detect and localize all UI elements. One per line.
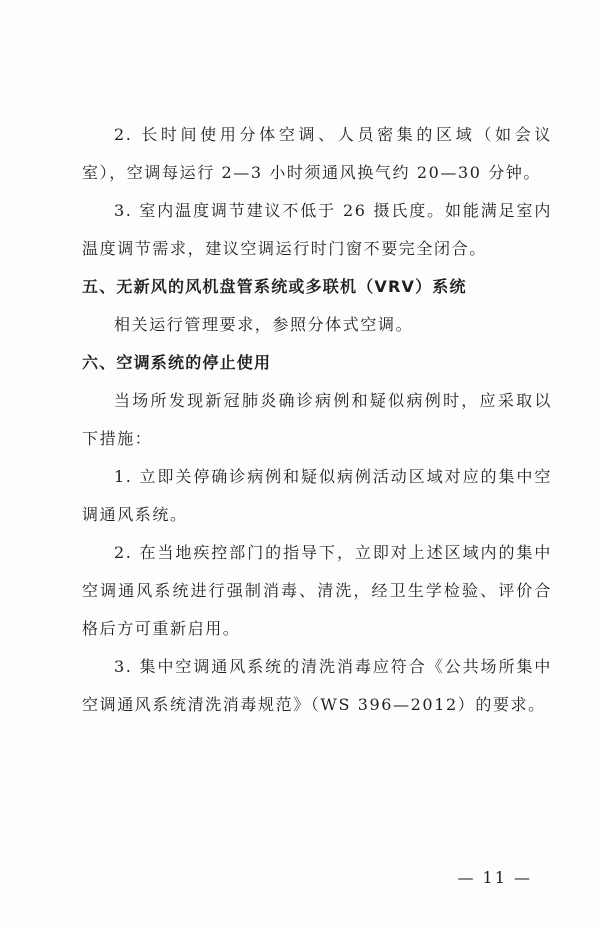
- paragraph-ventilation-interval: 2. 长时间使用分体空调、人员密集的区域（如会议室），空调每运行 2—3 小时须通风换气约 20—30 分钟。: [82, 125, 552, 182]
- paragraph-measure-2: 2. 在当地疾控部门的指导下，立即对上述区域内的集中空调通风系统进行强制消毒、清洗，经卫生学检验、评价合格后方可重新启用。: [82, 543, 552, 638]
- paragraph-case-found-measures: 当场所发现新冠肺炎确诊病例和疑似病例时，应采取以下措施：: [82, 391, 552, 448]
- paragraph-vrv-requirements: 相关运行管理要求，参照分体式空调。: [114, 315, 414, 334]
- section-heading-5: 五、无新风的风机盘管系统或多联机（VRV）系统: [82, 277, 467, 296]
- document-body: [82, 116, 552, 724]
- paragraph-measure-3: 3. 集中空调通风系统的清洗消毒应符合《公共场所集中空调通风系统清洗消毒规范》（WS 396—2012）的要求。: [82, 657, 552, 714]
- paragraph-measure-1: 1. 立即关停确诊病例和疑似病例活动区域对应的集中空调通风系统。: [82, 467, 552, 524]
- section-heading-6: 六、空调系统的停止使用: [82, 353, 272, 372]
- page-number: — 11 —: [457, 868, 532, 887]
- paragraph-temperature-setting: 3. 室内温度调节建议不低于 26 摄氏度。如能满足室内温度调节需求，建议空调运行时门窗不要完全闭合。: [82, 201, 552, 258]
